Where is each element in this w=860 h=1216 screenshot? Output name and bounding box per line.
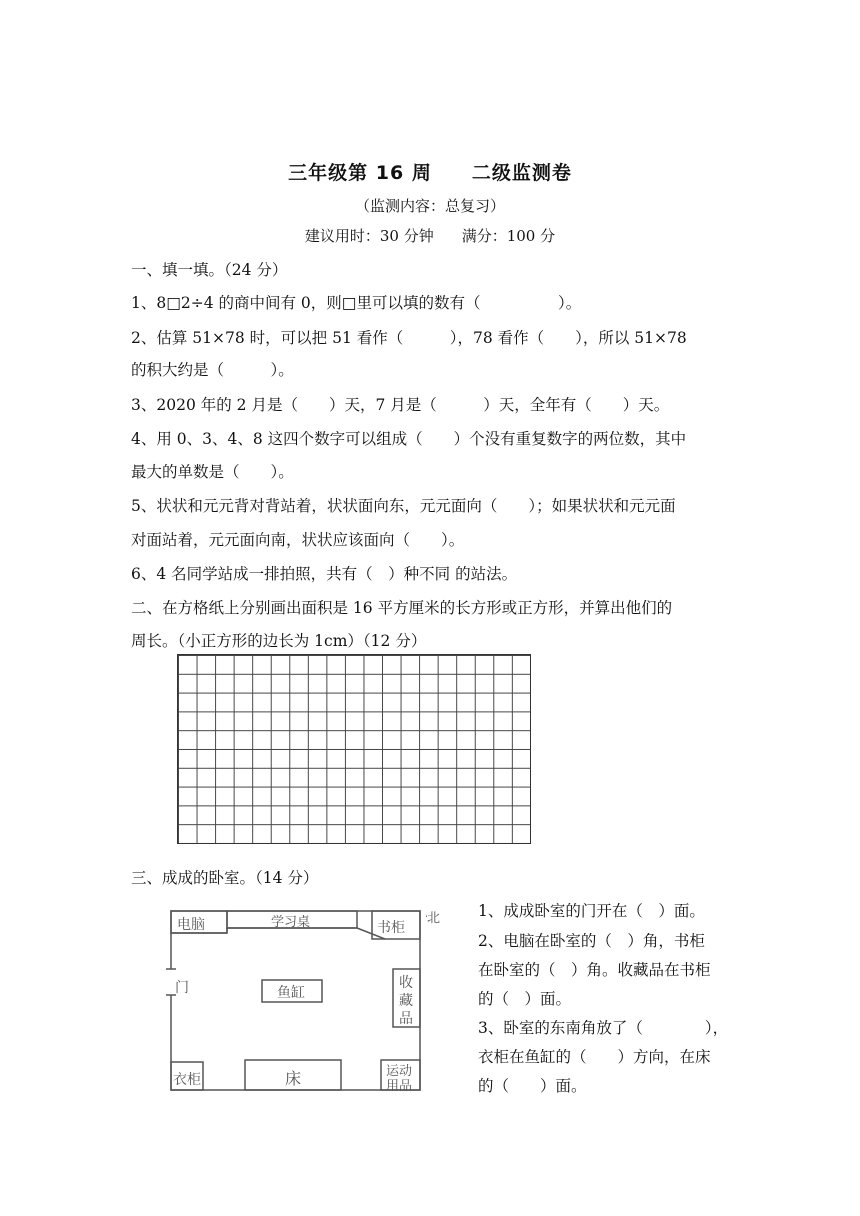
bedroom-diagram — [165, 905, 441, 1094]
door-label: 门 — [175, 980, 189, 996]
room-question-line: 在卧室的（ ）角。收藏品在书柜 — [478, 961, 711, 979]
section2-heading: 二、在方格纸上分别画出面积是 16 平方厘米的长方形或正方形，并算出他们的 — [131, 599, 673, 617]
exam-info — [0, 225, 860, 246]
title-right: 二级监测卷 — [471, 162, 572, 184]
bookcase-label: 书柜 — [377, 920, 405, 936]
question-line: 5、状状和元元背对背站着，状状面向东，元元面向（ ）；如果状状和元元面 — [131, 497, 676, 515]
square-grid-paper[interactable] — [177, 654, 531, 844]
room-question-line: 的（ ）面。 — [478, 1077, 587, 1095]
question-line: 对面站着，元元面向南，状状应该面向（ ）。 — [131, 531, 465, 549]
north-label: 北 — [427, 911, 441, 926]
question-line: 3、2020 年的 2 月是（ ）天，7 月是（ ）天，全年有（ ）天。 — [131, 396, 670, 414]
desk-label: 学习桌 — [271, 915, 311, 930]
sports-label-1: 运动 — [386, 1064, 413, 1079]
room-question-line: 的（ ）面。 — [478, 990, 572, 1008]
time-info: 建议用时：30 分钟 — [304, 227, 434, 245]
question-line: 4、用 0、3、4、8 这四个数字可以组成（ ）个没有重复数字的两位数，其中 — [131, 430, 687, 448]
question-line: 1、8□2÷4 的商中间有 0，则□里可以填的数有（ ）。 — [131, 294, 582, 312]
section3-heading: 三、成成的卧室。（14 分） — [131, 869, 319, 887]
sports-label-2: 用品 — [386, 1079, 413, 1094]
room-question-line: 2、电脑在卧室的（ ）角，书柜 — [478, 932, 705, 950]
question-line: 2、估算 51×78 时，可以把 51 看作（ ），78 看作（ ），所以 51×78 — [131, 329, 687, 347]
room-question-line: 衣柜在鱼缸的（ ）方向，在床 — [478, 1048, 711, 1066]
question-line: 的积大约是（ ）。 — [131, 361, 294, 379]
title-left: 三年级第 16 周 — [288, 162, 432, 184]
score-info: 满分：100 分 — [461, 227, 556, 245]
collection-label-2: 藏 — [399, 993, 413, 1009]
room-question-line: 3、卧室的东南角放了（ ）， — [478, 1019, 729, 1037]
fish-tank-label: 鱼缸 — [277, 985, 305, 1001]
question-line: 最大的单数是（ ）。 — [131, 463, 294, 481]
collection-label-3: 品 — [399, 1011, 413, 1027]
section2-heading-cont: 周长。（小正方形的边长为 1cm）（12 分） — [131, 632, 427, 650]
bed-label: 床 — [285, 1069, 302, 1088]
room-question-line: 1、成成卧室的门开在（ ）面。 — [478, 902, 705, 920]
computer-label: 电脑 — [177, 917, 205, 933]
subtitle: （监测内容：总复习） — [354, 197, 505, 215]
question-line: 6、4 名同学站成一排拍照，共有（ ）种不同 的站法。 — [131, 565, 518, 583]
wardrobe-label: 衣柜 — [173, 1072, 201, 1088]
collection-label-1: 收 — [399, 975, 413, 991]
section1-heading: 一、填一填。（24 分） — [131, 261, 288, 279]
page-title — [0, 158, 860, 185]
